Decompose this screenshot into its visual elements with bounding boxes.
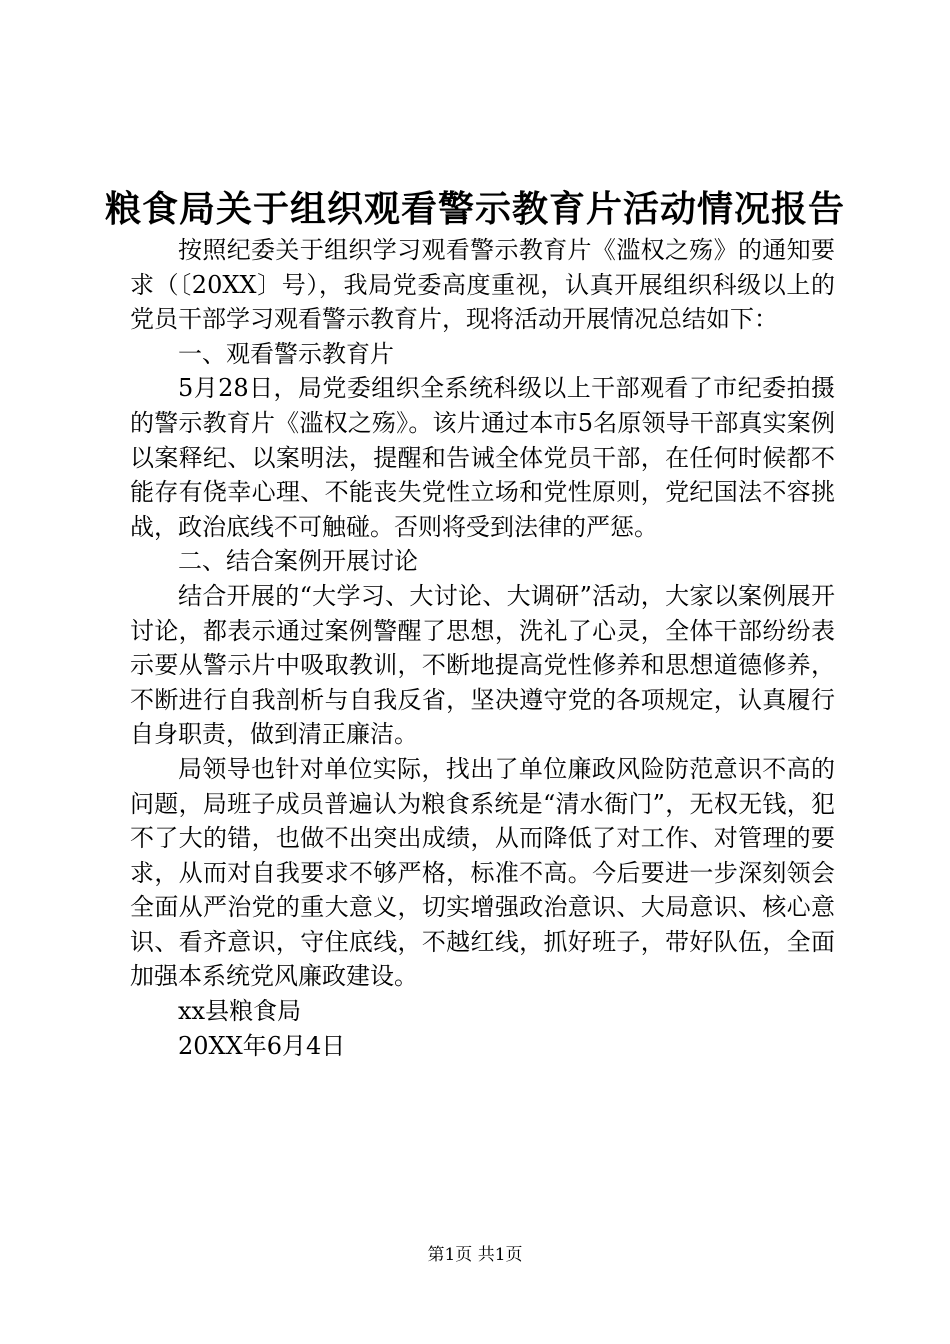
- document-body: [130, 233, 835, 1063]
- intro-paragraph: 按照纪委关于组织学习观看警示教育片《滥权之殇》的通知要求（〔20XX〕号），我局党委高度重视，认真开展组织科级以上的党员干部学习观看警示教育片，现将活动开展情况总结如下：: [130, 236, 835, 334]
- signature-organization: xx县粮食局: [178, 997, 302, 1026]
- page-footer: 第1页 共1页: [427, 1245, 523, 1265]
- section-2-paragraph-1: 结合开展的“大学习、大讨论、大调研”活动，大家以案例展开讨论，都表示通过案例警醒了思想，洗礼了心灵，全体干部纷纷表示要从警示片中吸取教训，不断地提高党性修养和思想道德修养，不断进行自我剖析与自我反省，坚决遵守党的各项规定，认真履行自身职责，做到清正廉洁。: [130, 581, 835, 749]
- section-1-paragraph: 5月28日，局党委组织全系统科级以上干部观看了市纪委拍摄的警示教育片《滥权之殇》。该片通过本市5名原领导干部真实案例以案释纪、以案明法，提醒和告诫全体党员干部，在任何时候都不能存有侥幸心理、不能丧失党性立场和党性原则，党纪国法不容挑战，政治底线不可触碰。否则将受到法律的严惩。: [130, 374, 835, 541]
- document-title: 粮食局关于组织观看警示教育片活动情况报告: [104, 188, 845, 230]
- signature-date: 20XX年6月4日: [178, 1031, 346, 1060]
- section-1-heading: 一、观看警示教育片: [178, 339, 394, 368]
- section-2-heading: 二、结合案例开展讨论: [178, 547, 418, 576]
- section-2-paragraph-2: 局领导也针对单位实际，找出了单位廉政风险防范意识不高的问题，局班子成员普遍认为粮食系统是“清水衙门”，无权无钱，犯不了大的错，也做不出突出成绩，从而降低了对工作、对管理的要求，从而对自我要求不够严格，标准不高。今后要进一步深刻领会全面从严治党的重大意义，切实增强政治意识、大局意识、核心意识、看齐意识，守住底线，不越红线，抓好班子，带好队伍，全面加强本系统党风廉政建设。: [130, 754, 835, 991]
